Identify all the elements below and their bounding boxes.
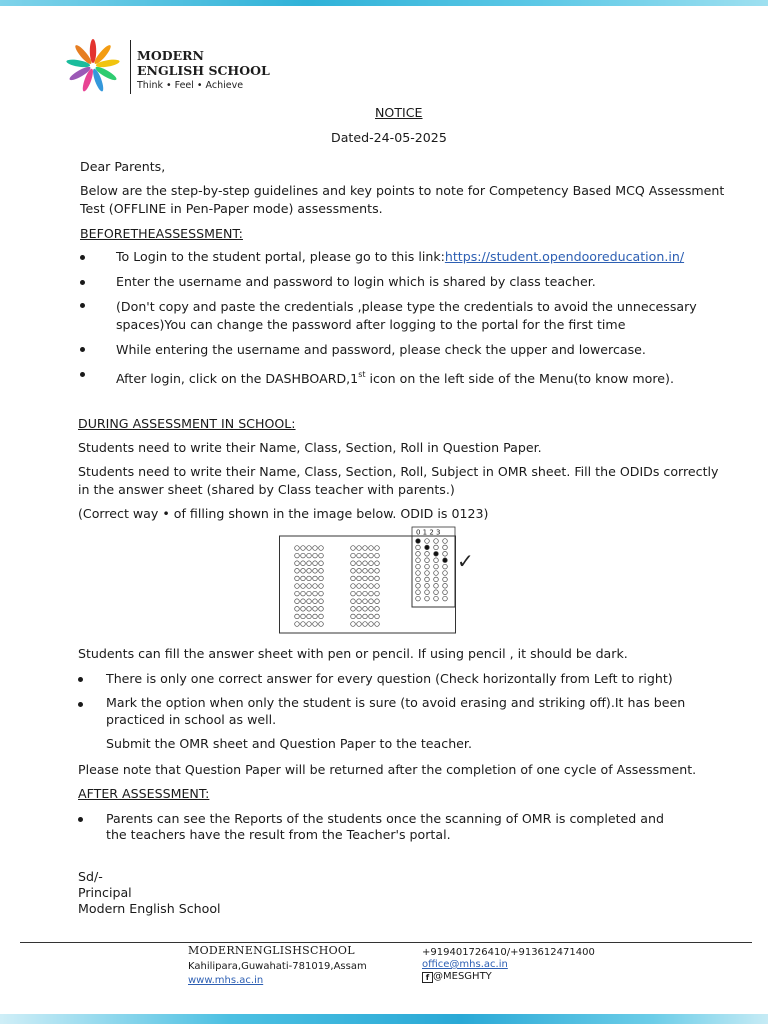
omr-bubble [369, 561, 374, 566]
omr-bubble [375, 553, 380, 558]
omr-bubble [375, 584, 380, 589]
omr-bubble [434, 590, 439, 595]
before-item-2: Enter the username and password to login which is shared by class teacher. [116, 274, 596, 289]
omr-bubble [369, 546, 374, 551]
omr-bubble-filled [434, 552, 439, 557]
omr-bubble [434, 539, 439, 544]
omr-bubble [434, 571, 439, 576]
omr-bubble [307, 614, 312, 619]
omr-bubble [313, 569, 318, 574]
omr-bubble [313, 599, 318, 604]
omr-bubble [369, 607, 374, 612]
omr-bubble [369, 614, 374, 619]
during-paragraph-1: Students need to write their Name, Class, Section, Roll in Question Paper. [78, 440, 542, 455]
omr-bubble [307, 561, 312, 566]
omr-bubble [416, 584, 421, 589]
omr-bubble [357, 584, 362, 589]
omr-bubble [375, 614, 380, 619]
during-paragraph-3: (Correct way • of filling shown in the image below. ODID is 0123) [78, 506, 489, 521]
omr-bubble-filled [416, 539, 421, 544]
omr-bubble [319, 591, 324, 596]
omr-bubble [351, 546, 356, 551]
omr-bubble [313, 584, 318, 589]
before-item-4: While entering the username and password, please check the upper and lowercase. [116, 342, 646, 357]
omr-bubble [357, 576, 362, 581]
omr-bubble [363, 591, 368, 596]
omr-bubble [369, 576, 374, 581]
omr-bubble [375, 622, 380, 627]
omr-bubble [295, 576, 300, 581]
omr-bubble [295, 553, 300, 558]
omr-bubble [434, 564, 439, 569]
omr-bubble [425, 539, 430, 544]
bullet-icon [78, 702, 83, 707]
omr-bubble [375, 561, 380, 566]
omr-bubble [313, 607, 318, 612]
bullet-icon [80, 280, 85, 285]
omr-bubble [375, 569, 380, 574]
return-note: Please note that Question Paper will be returned after the completion of one cycle of Assessment. [78, 762, 697, 777]
omr-bubble [375, 576, 380, 581]
omr-bubble [319, 622, 324, 627]
omr-bubble [307, 591, 312, 596]
omr-bubble [369, 599, 374, 604]
omr-bubble [307, 622, 312, 627]
omr-bubble [434, 577, 439, 582]
omr-bubble [307, 546, 312, 551]
omr-bubble [301, 584, 306, 589]
omr-bubble [357, 599, 362, 604]
before-item-5-sup: st [358, 370, 366, 379]
footer-social-handle: @MESGHTY [433, 971, 492, 982]
omr-bubble [357, 614, 362, 619]
omr-bubble [363, 622, 368, 627]
omr-bubble [363, 584, 368, 589]
omr-bubble [307, 607, 312, 612]
omr-bubble [301, 614, 306, 619]
omr-bubble [443, 590, 448, 595]
omr-bubble [443, 577, 448, 582]
omr-bubble [416, 571, 421, 576]
omr-bubble [369, 622, 374, 627]
omr-bubble [301, 622, 306, 627]
omr-bubble [425, 590, 430, 595]
before-item-3-line-2: spaces)You can change the password after logging to the portal for the first time [116, 317, 626, 332]
during-item-2-line-2: practiced in school as well. [106, 712, 277, 727]
omr-bubble [313, 546, 318, 551]
omr-bubble [319, 614, 324, 619]
omr-bubble [319, 561, 324, 566]
omr-bubble [313, 622, 318, 627]
bullet-icon [80, 303, 85, 308]
omr-bubble [301, 569, 306, 574]
omr-bubble [443, 564, 448, 569]
omr-bubble [307, 584, 312, 589]
after-item-1-line-2: the teachers have the result from the Teacher's portal. [106, 827, 451, 842]
omr-bubble [319, 607, 324, 612]
omr-bubble [319, 553, 324, 558]
during-assessment-heading: DURING ASSESSMENT IN SCHOOL: [78, 416, 296, 431]
omr-bubble [319, 546, 324, 551]
omr-bubble [295, 622, 300, 627]
omr-bubble [425, 564, 430, 569]
omr-bubble [363, 553, 368, 558]
omr-bubble [425, 558, 430, 563]
omr-bubble [301, 599, 306, 604]
omr-bubble [369, 584, 374, 589]
omr-bubble [351, 607, 356, 612]
omr-bubble [375, 607, 380, 612]
omr-bubble [416, 564, 421, 569]
omr-bubble [351, 553, 356, 558]
omr-bubble [295, 546, 300, 551]
during-paragraph-2-line-2: in the answer sheet (shared by Class teacher with parents.) [78, 482, 455, 497]
school-tagline: Think • Feel • Achieve [137, 80, 244, 91]
omr-bubble [357, 546, 362, 551]
checkmark-icon: ✓ [457, 549, 474, 573]
before-assessment-heading: BEFORETHEASSESSMENT: [80, 226, 243, 241]
omr-bubble [416, 596, 421, 601]
omr-bubble [313, 553, 318, 558]
omr-bubble [416, 552, 421, 557]
omr-bubble [357, 622, 362, 627]
intro-line-1: Below are the step-by-step guidelines and key points to note for Competency Based MCQ Assessment [80, 183, 725, 198]
omr-bubble [416, 577, 421, 582]
omr-bubble [295, 584, 300, 589]
student-portal-link[interactable]: https://student.opendooreducation.in/ [444, 249, 685, 264]
omr-bubble [369, 569, 374, 574]
during-item-1: There is only one correct answer for every question (Check horizontally from Left to right) [106, 671, 673, 686]
school-name-line1: MODERN [137, 48, 204, 63]
omr-bubble [313, 591, 318, 596]
omr-bubble [363, 607, 368, 612]
bullet-icon [78, 817, 83, 822]
omr-bubble [363, 576, 368, 581]
before-item-5 [116, 366, 674, 387]
omr-bubble [351, 599, 356, 604]
omr-bubble [295, 591, 300, 596]
footer-school-name: MODERNENGLISHSCHOOL [188, 944, 355, 957]
omr-bubble [295, 614, 300, 619]
omr-bubble [443, 571, 448, 576]
omr-bubble [313, 614, 318, 619]
omr-bubble [295, 569, 300, 574]
bullet-icon [80, 372, 85, 377]
before-item-5-post: icon on the left side of the Menu(to know more). [365, 371, 674, 386]
omr-bubble [363, 569, 368, 574]
omr-bubble [357, 569, 362, 574]
flower-logo-icon [60, 36, 126, 96]
footer-email-link[interactable]: office@mhs.ac.in [422, 959, 508, 970]
omr-bubble [434, 596, 439, 601]
omr-bubble [369, 553, 374, 558]
after-item-1-line-1: Parents can see the Reports of the students once the scanning of OMR is completed and [106, 811, 664, 826]
omr-bubble-filled [425, 545, 430, 550]
omr-bubble [307, 569, 312, 574]
omr-bubble [425, 571, 430, 576]
before-item-5-pre: After login, click on the DASHBOARD,1 [116, 371, 359, 386]
after-assessment-heading: AFTER ASSESSMENT: [78, 786, 210, 801]
omr-bubble [369, 591, 374, 596]
omr-bubble [319, 576, 324, 581]
omr-bubble [295, 561, 300, 566]
omr-bubble [357, 607, 362, 612]
bullet-icon [78, 677, 83, 682]
omr-bubble [425, 552, 430, 557]
omr-bubble [434, 545, 439, 550]
omr-bubble [357, 553, 362, 558]
omr-bubble [375, 546, 380, 551]
omr-bubble [307, 576, 312, 581]
omr-bubble [301, 607, 306, 612]
omr-bubble [443, 552, 448, 557]
omr-bubble [307, 599, 312, 604]
omr-bubble [301, 576, 306, 581]
school-name-line2: ENGLISH SCHOOL [137, 63, 270, 78]
omr-bubble [351, 622, 356, 627]
omr-bubble [351, 614, 356, 619]
footer-address: Kahilipara,Guwahati-781019,Assam [188, 961, 367, 972]
logo-divider [130, 40, 131, 94]
omr-bubble [357, 561, 362, 566]
omr-bubble [351, 561, 356, 566]
omr-bubble [416, 558, 421, 563]
omr-bubble [416, 590, 421, 595]
pen-pencil-note: Students can fill the answer sheet with pen or pencil. If using pencil , it should be dark. [78, 646, 628, 661]
signature-sd: Sd/- [78, 869, 103, 884]
intro-line-2: Test (OFFLINE in Pen-Paper mode) assessments. [80, 201, 383, 216]
before-item-1 [116, 248, 684, 265]
omr-bubble [351, 569, 356, 574]
facebook-icon: f [422, 972, 433, 983]
salutation: Dear Parents, [80, 159, 166, 174]
bullet-icon [80, 255, 85, 260]
omr-bubble [375, 591, 380, 596]
notice-date: Dated-24-05-2025 [331, 130, 447, 145]
footer-website-link[interactable]: www.mhs.ac.in [188, 975, 264, 986]
omr-bubble [363, 546, 368, 551]
omr-bubble [319, 599, 324, 604]
signature-role: Principal [78, 885, 132, 900]
omr-bubble [363, 614, 368, 619]
omr-bubble [434, 584, 439, 589]
omr-bubble [313, 576, 318, 581]
school-name [137, 48, 287, 78]
bottom-decorative-band [0, 1014, 768, 1024]
footer-social [422, 970, 492, 983]
omr-bubble [295, 599, 300, 604]
top-decorative-band [0, 0, 768, 6]
bullet-icon [80, 347, 85, 352]
submit-instruction: Submit the OMR sheet and Question Paper to the teacher. [106, 736, 472, 751]
omr-bubble [301, 553, 306, 558]
omr-bubble-filled [443, 558, 448, 563]
omr-bubble [351, 584, 356, 589]
omr-bubble [313, 561, 318, 566]
omr-bubble [425, 584, 430, 589]
omr-bubble [375, 599, 380, 604]
omr-bubble [363, 561, 368, 566]
omr-bubble [319, 584, 324, 589]
school-logo [60, 36, 280, 96]
notice-title: NOTICE [375, 105, 423, 120]
omr-sample-image [279, 526, 479, 634]
omr-odid-header: 0 1 2 3 [416, 528, 441, 537]
omr-bubble [434, 558, 439, 563]
omr-bubble [416, 545, 421, 550]
omr-bubble [301, 591, 306, 596]
omr-bubble [319, 569, 324, 574]
footer-divider [20, 942, 752, 943]
omr-bubble [425, 577, 430, 582]
signature-org: Modern English School [78, 901, 221, 916]
omr-bubble [443, 545, 448, 550]
omr-bubble [301, 561, 306, 566]
during-paragraph-2-line-1: Students need to write their Name, Class, Section, Roll, Subject in OMR sheet. Fill the ODIDs correctly [78, 464, 719, 479]
omr-bubble [357, 591, 362, 596]
before-item-1-text: To Login to the student portal, please go to this link: [116, 249, 445, 264]
before-item-3-line-1: (Don't copy and paste the credentials ,please type the credentials to avoid the unnecessary [116, 299, 697, 314]
omr-bubble [351, 576, 356, 581]
omr-bubble [351, 591, 356, 596]
during-item-2-line-1: Mark the option when only the student is sure (to avoid erasing and striking off).It has been [106, 695, 686, 710]
omr-bubble [295, 607, 300, 612]
omr-bubble [363, 599, 368, 604]
footer-phones: +919401726410/+913612471400 [422, 947, 595, 958]
omr-bubble [443, 584, 448, 589]
omr-bubble [301, 546, 306, 551]
omr-bubble [425, 596, 430, 601]
omr-bubble [443, 596, 448, 601]
omr-bubble [443, 539, 448, 544]
omr-bubble [307, 553, 312, 558]
